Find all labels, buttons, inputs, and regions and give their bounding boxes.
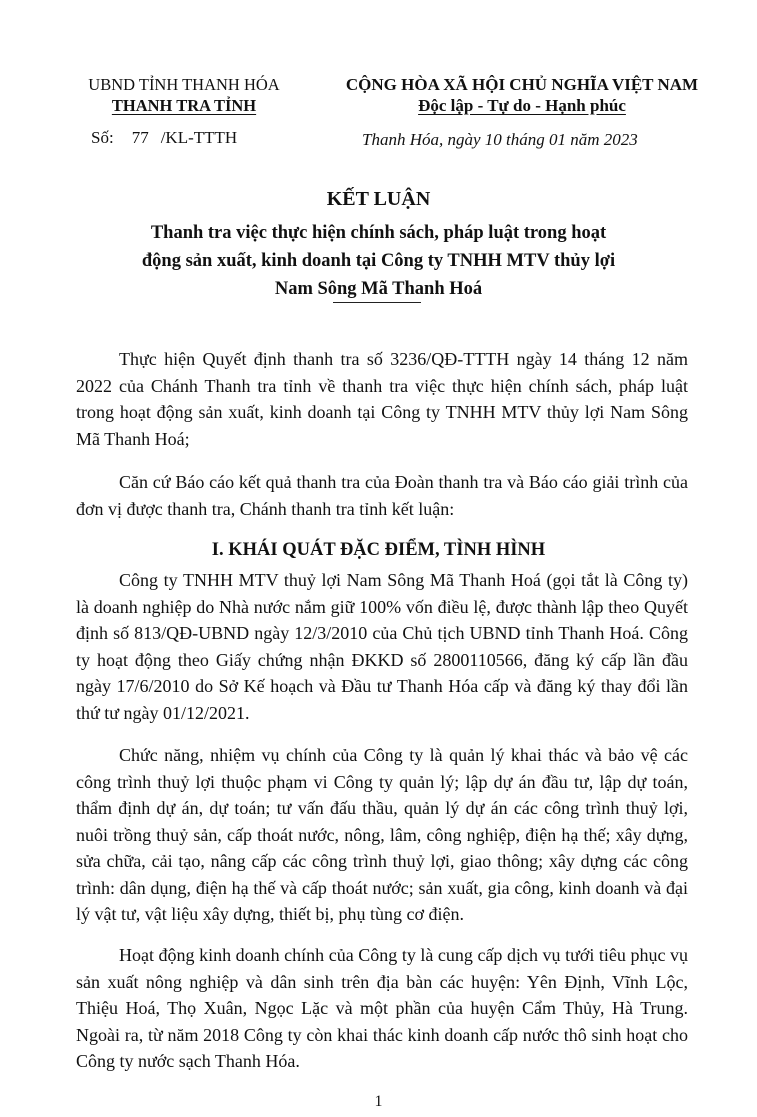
section-heading: I. KHÁI QUÁT ĐẶC ĐIỂM, TÌNH HÌNH bbox=[211, 540, 546, 560]
paragraph-company-overview: Công ty TNHH MTV thuỷ lợi Nam Sông Mã Thanh Hoá (gọi tắt là Công ty) là doanh nghiệp do Nhà nước nắm giữ 100% vốn điều lệ, được thành lập theo Quyết định số 813/QĐ-UBND ngày 12/3/2010 của Chủ tịch UBND tỉnh Thanh Hoá. Công ty hoạt động theo Giấy chứng nhận ĐKKD số 2800110566, đăng ký cấp lần đầu ngày 17/6/2010 do Sở Kế hoạch và Đầu tư Thanh Hóa cấp và đăng ký thay đổi lần thứ tư ngày 01/12/2021. bbox=[76, 570, 688, 723]
document-number-label: Số: bbox=[91, 128, 114, 147]
paragraph-business: Hoạt động kinh doanh chính của Công ty là cung cấp dịch vụ tưới tiêu phục vụ sản xuất nông nghiệp và dân sinh trên địa bàn các huyện: Yên Định, Vĩnh Lộc, Thiệu Hoá, Thọ Xuân, Ngọc Lặc và một phần của huyện Cẩm Thủy, Hà Trung. Ngoài ra, từ năm 2018 Công ty còn khai thác kinh doanh cấp nước thô sinh hoạt cho Công ty nước sạch Thanh Hóa. bbox=[76, 945, 688, 1071]
document-number bbox=[91, 128, 237, 148]
country-name: CỘNG HÒA XÃ HỘI CHỦ NGHĨA VIỆT NAM bbox=[345, 75, 699, 94]
document-subtitle bbox=[80, 219, 677, 303]
subtitle-line-1: Thanh tra việc thực hiện chính sách, pháp luật trong hoạt bbox=[150, 223, 607, 243]
document-date: Thanh Hóa, ngày 10 tháng 01 năm 2023 bbox=[362, 130, 638, 149]
issuing-agency bbox=[64, 74, 304, 116]
paragraph-functions: Chức năng, nhiệm vụ chính của Công ty là quản lý khai thác và bảo vệ các công trình thuỷ lợi thuộc phạm vi Công ty quản lý; lập dự án đầu tư, lập dự toán, thẩm định dự án, dự toán; tư vấn đấu thầu, quản lý dự án các công trình thuỷ lợi, nuôi trồng thuỷ sản, cấp thoát nước, nông, lâm, công nghiệp, điện hạ thế; xây dựng, sửa chữa, cải tạo, nâng cấp các công trình thuỷ lợi, giao thông; xây dựng các công trình: dân dụng, điện hạ thế và cấp thoát nước; sản xuất, gia công, kinh doanh và đại lý vật tư, vật liệu xây dựng, thiết bị, phụ tùng cơ điện. bbox=[76, 745, 688, 924]
paragraph-basis: Căn cứ Báo cáo kết quả thanh tra của Đoàn thanh tra và Báo cáo giải trình của đơn vị được thanh tra, Chánh thanh tra tỉnh kết luận: bbox=[76, 472, 688, 519]
title-divider bbox=[333, 302, 421, 303]
subtitle-line-3: Nam Sông Mã Thanh Hoá bbox=[274, 279, 483, 299]
document-title: KẾT LUẬN bbox=[326, 188, 431, 210]
document-number-suffix: /KL-TTTH bbox=[160, 128, 238, 147]
national-motto: Độc lập - Tự do - Hạnh phúc bbox=[418, 96, 626, 115]
paragraph-decision: Thực hiện Quyết định thanh tra số 3236/QĐ-TTTH ngày 14 tháng 12 năm 2022 của Chánh Thanh tra tỉnh về thanh tra việc thực hiện chính sách, pháp luật trong hoạt động sản xuất, kinh doanh tại Công ty TNHH MTV thủy lợi Nam Sông Mã Thanh Hoá; bbox=[76, 349, 688, 449]
page-number: 1 bbox=[374, 1093, 383, 1110]
document-number-value: 77 bbox=[131, 128, 149, 147]
national-heading bbox=[322, 74, 722, 116]
agency-name: THANH TRA TỈNH bbox=[111, 96, 257, 115]
agency-parent: UBND TỈNH THANH HÓA bbox=[88, 75, 280, 94]
subtitle-line-2: động sản xuất, kinh doanh tại Công ty TNHH MTV thủy lợi bbox=[141, 251, 616, 271]
